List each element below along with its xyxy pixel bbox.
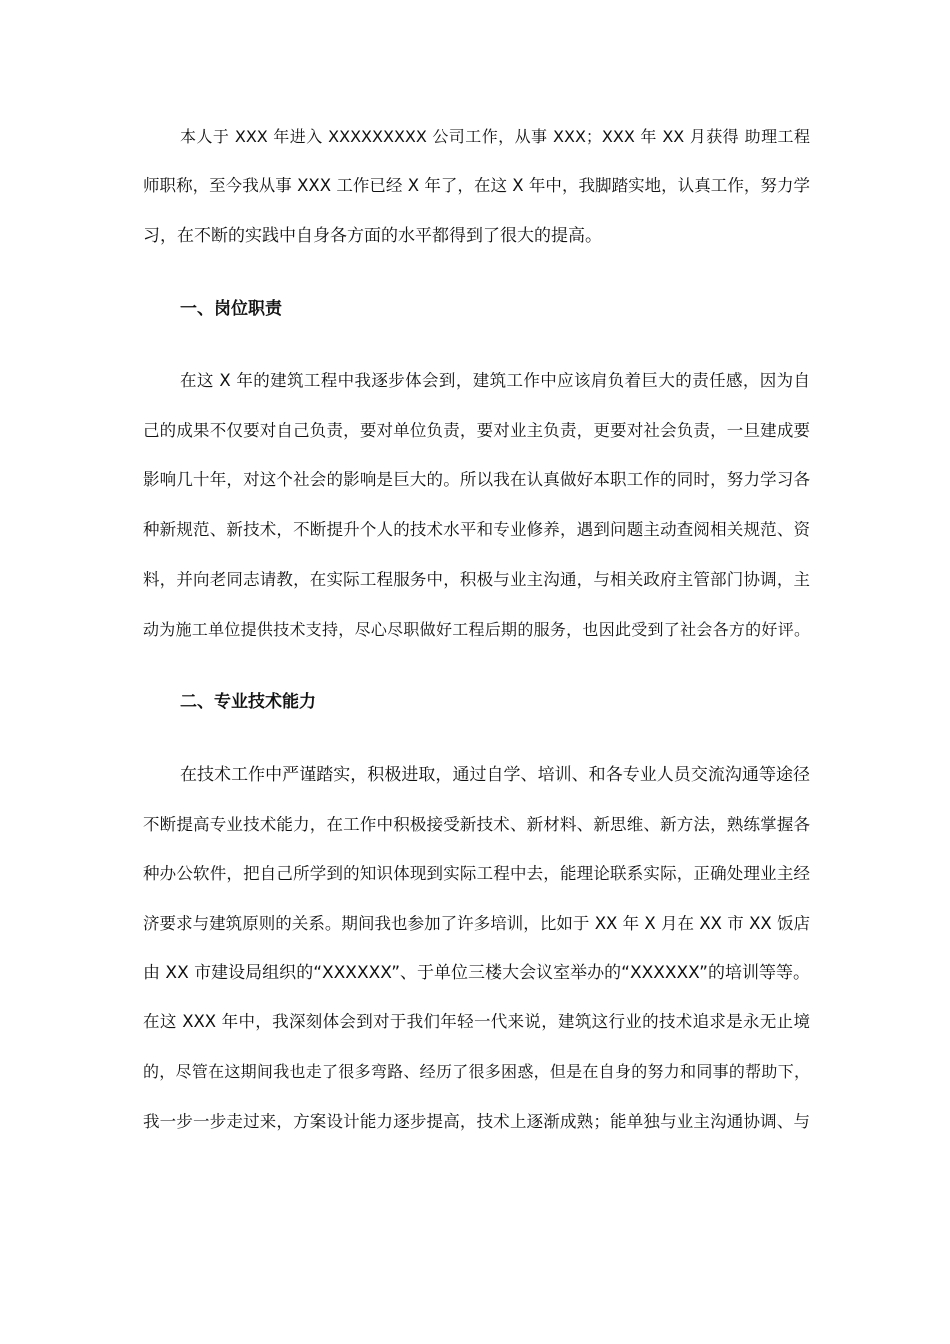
section2-line-7: 的，尽管在这期间我也走了很多弯路、经历了很多困惑，但是在自身的努力和同事的帮助下，	[143, 1062, 810, 1081]
section1-line-5: 料，并向老同志请教，在实际工程服务中，积极与业主沟通，与相关政府主管部门协调，主	[143, 570, 810, 589]
section-heading-1: 一、岗位职责	[180, 299, 282, 319]
section1-line-1: 在这 X 年的建筑工程中我逐步体会到，建筑工作中应该肩负着巨大的责任感，因为自	[180, 371, 810, 390]
section2-line-5: 由 XX 市建设局组织的“XXXXXX”、于单位三楼大会议室举办的“XXXXXX”的培训等等。	[143, 963, 810, 983]
intro-line-1: 本人于 XXX 年进入 XXXXXXXXX 公司工作，从事 XXX；XXX 年 XX 月获得 助理工程	[180, 127, 810, 146]
section1-line-2: 己的成果不仅要对自己负责，要对单位负责，要对业主负责，更要对社会负责，一旦建成要	[143, 421, 810, 440]
intro-line-2: 师职称，至今我从事 XXX 工作已经 X 年了，在这 X 年中，我脚踏实地，认真工作，努力学	[143, 176, 810, 195]
section2-line-8: 我一步一步走过来，方案设计能力逐步提高，技术上逐渐成熟；能单独与业主沟通协调、与	[143, 1112, 810, 1131]
section2-line-1: 在技术工作中严谨踏实，积极进取，通过自学、培训、和各专业人员交流沟通等途径	[180, 765, 810, 785]
section-heading-2: 二、专业技术能力	[180, 692, 316, 712]
intro-line-3: 习，在不断的实践中自身各方面的水平都得到了很大的提高。	[143, 226, 602, 246]
section1-line-3: 影响几十年，对这个社会的影响是巨大的。所以我在认真做好本职工作的同时，努力学习各	[143, 470, 810, 489]
section2-line-3: 种办公软件，把自己所学到的知识体现到实际工程中去，能理论联系实际，正确处理业主经	[143, 864, 810, 883]
section2-line-4: 济要求与建筑原则的关系。期间我也参加了许多培训，比如于 XX 年 X 月在 XX 市 XX 饭店	[143, 914, 810, 933]
section1-line-4: 种新规范、新技术，不断提升个人的技术水平和专业修养，遇到问题主动查阅相关规范、资	[143, 520, 810, 539]
section2-line-2: 不断提高专业技术能力，在工作中积极接受新技术、新材料、新思维、新方法，熟练掌握各	[143, 815, 810, 834]
section2-line-6: 在这 XXX 年中，我深刻体会到对于我们年轻一代来说，建筑这行业的技术追求是永无止境	[143, 1012, 810, 1031]
section1-line-6: 动为施工单位提供技术支持，尽心尽职做好工程后期的服务，也因此受到了社会各方的好评。	[143, 620, 810, 639]
